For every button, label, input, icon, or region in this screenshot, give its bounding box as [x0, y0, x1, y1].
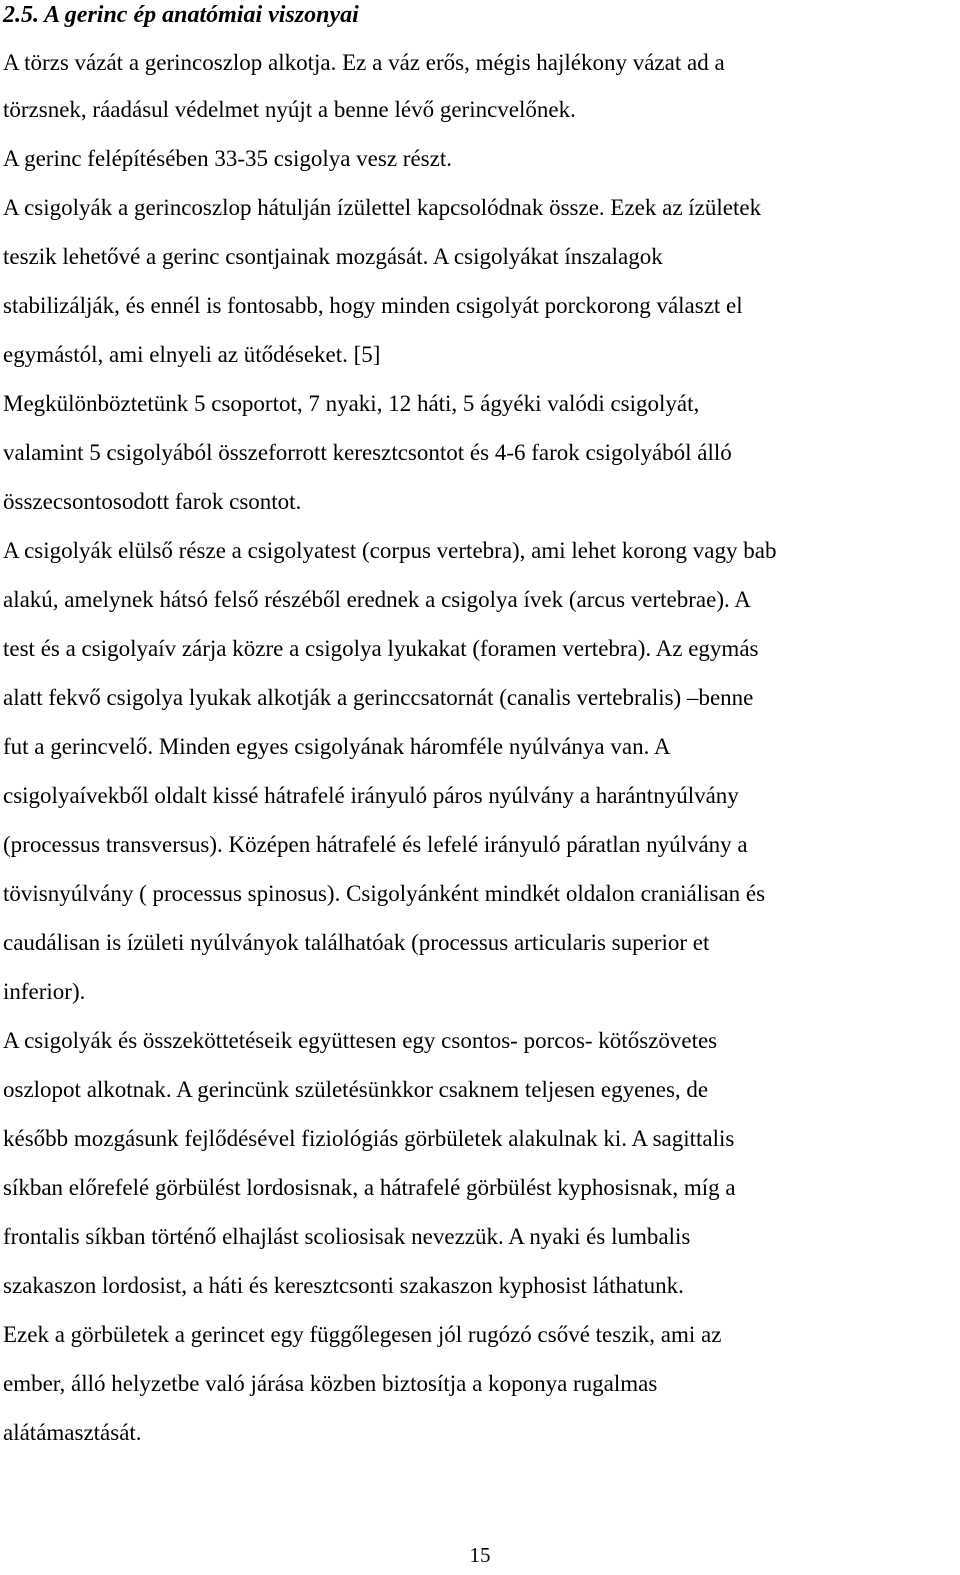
text-line: ember, álló helyzetbe való járása közben biztosítja a koponya rugalmas — [3, 1371, 658, 1396]
text-line: A gerinc felépítésében 33-35 csigolya vesz részt. — [3, 146, 452, 171]
text-line: később mozgásunk fejlődésével fiziológiás görbületek alakulnak ki. A sagittalis — [3, 1126, 735, 1151]
document-page — [3, 0, 958, 1457]
text-line: (processus transversus). Középen hátrafelé és lefelé irányuló páratlan nyúlvány a — [3, 832, 748, 857]
text-line: törzsnek, ráadásul védelmet nyújt a benne lévő gerincvelőnek. — [3, 97, 576, 122]
text-line: test és a csigolyaív zárja közre a csigolya lyukakat (foramen vertebra). Az egymás — [3, 636, 759, 661]
text-line: összecsontosodott farok csontot. — [3, 489, 302, 514]
body-text — [3, 40, 958, 1457]
text-line: alátámasztását. — [3, 1420, 142, 1445]
text-line: síkban előrefelé görbülést lordosisnak, a hátrafelé görbülést kyphosisnak, míg a — [3, 1175, 736, 1200]
text-line: alakú, amelynek hátsó felső részéből erednek a csigolya ívek (arcus vertebrae). A — [3, 587, 751, 612]
text-line: oszlopot alkotnak. A gerincünk születésünkkor csaknem teljesen egyenes, de — [3, 1077, 709, 1102]
text-line: fut a gerincvelő. Minden egyes csigolyának háromféle nyúlványa van. A — [3, 734, 671, 759]
text-line: valamint 5 csigolyából összeforrott keresztcsontot és 4-6 farok csigolyából álló — [3, 440, 732, 465]
section-heading: 2.5. A gerinc ép anatómiai viszonyai — [3, 2, 359, 28]
text-line: egymástól, ami elnyeli az ütődéseket. [5] — [3, 342, 381, 367]
text-line: stabilizálják, és ennél is fontosabb, hogy minden csigolyát porckorong választ el — [3, 293, 743, 318]
text-line: csigolyaívekből oldalt kissé hátrafelé irányuló páros nyúlvány a harántnyúlvány — [3, 783, 739, 808]
text-line: A törzs vázát a gerincoszlop alkotja. Ez a váz erős, mégis hajlékony vázat ad a — [3, 50, 725, 75]
text-line: tövisnyúlvány ( processus spinosus). Csigolyánként mindkét oldalon craniálisan és — [3, 881, 766, 906]
text-line: szakaszon lordosist, a háti és keresztcsonti szakaszon kyphosist láthatunk. — [3, 1273, 684, 1298]
text-line: Megkülönböztetünk 5 csoportot, 7 nyaki, 12 háti, 5 ágyéki valódi csigolyát, — [3, 391, 700, 416]
text-line: alatt fekvő csigolya lyukak alkotják a gerinccsatornát (canalis vertebralis) –benne — [3, 685, 754, 710]
text-line: inferior). — [3, 979, 86, 1004]
text-line: A csigolyák és összeköttetéseik együttesen egy csontos- porcos- kötőszövetes — [3, 1028, 718, 1053]
text-line: Ezek a görbületek a gerincet egy függőlegesen jól rugózó csővé teszik, ami az — [3, 1322, 722, 1347]
text-line: A csigolyák elülső része a csigolyatest (corpus vertebra), ami lehet korong vagy bab — [3, 538, 777, 563]
text-line: A csigolyák a gerincoszlop hátulján ízülettel kapcsolódnak össze. Ezek az ízületek — [3, 195, 762, 220]
text-line: frontalis síkban történő elhajlást scoliosisak nevezzük. A nyaki és lumbalis — [3, 1224, 691, 1249]
text-line: teszik lehetővé a gerinc csontjainak mozgását. A csigolyákat ínszalagok — [3, 244, 663, 269]
text-line: caudálisan is ízületi nyúlványok találhatóak (processus articularis superior et — [3, 930, 710, 955]
page-number: 15 — [469, 1543, 491, 1567]
